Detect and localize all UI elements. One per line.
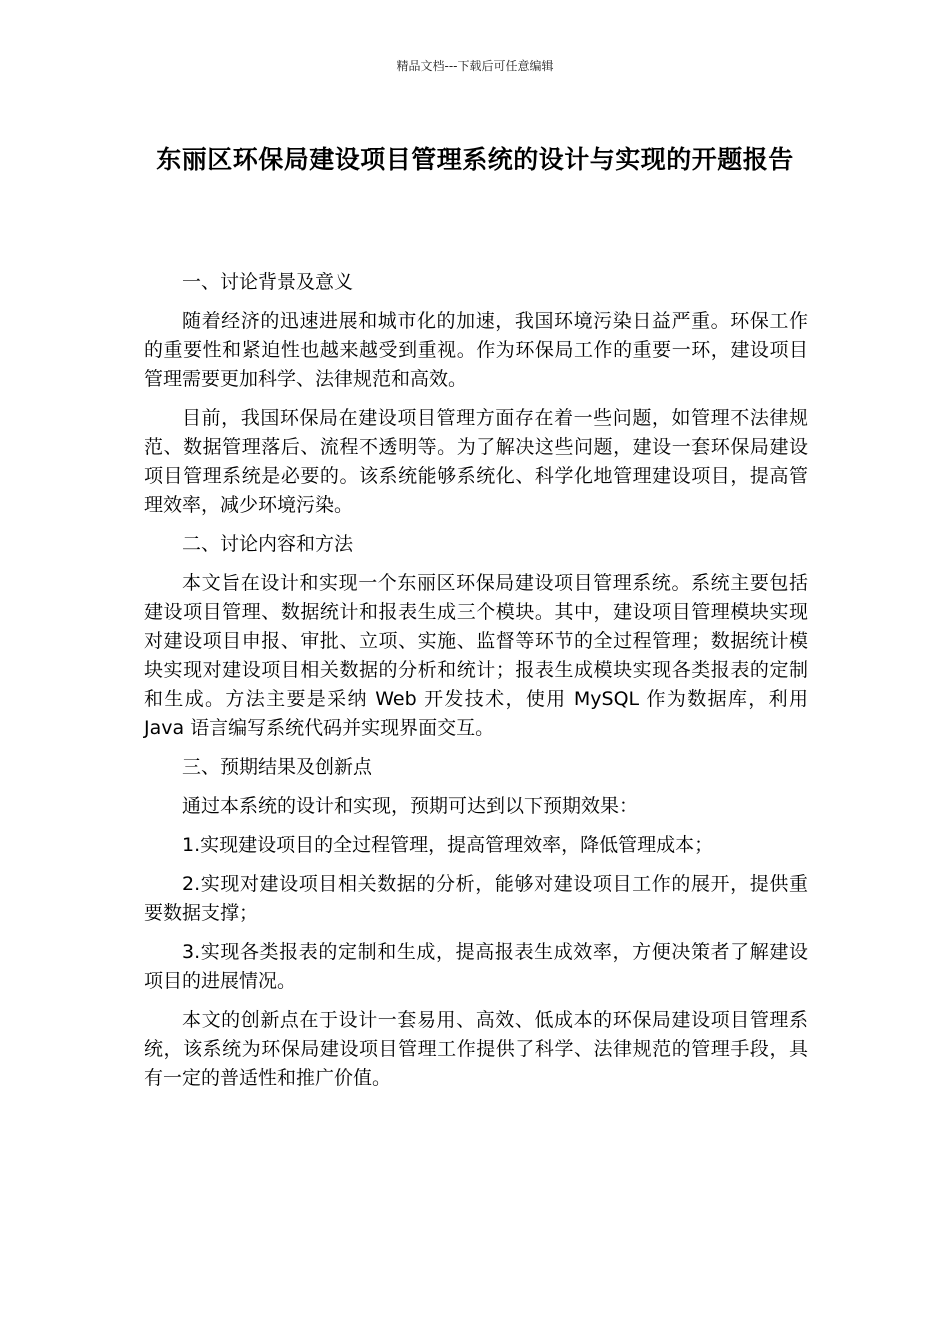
section-heading-background: 一、讨论背景及意义 (182, 271, 354, 293)
list-item-expected-3: 3.实现各类报表的定制和生成，提高报表生成效率，方便决策者了解建设项目的进展情况。 (144, 941, 808, 992)
paragraph-background-2: 目前，我国环保局在建设项目管理方面存在着一些问题，如管理不法律规范、数据管理落后、流程不透明等。为了解决这些问题，建设一套环保局建设项目管理系统是必要的。该系统能够系统化、科学化地管理建设项目，提高管理效率，减少环境污染。 (144, 407, 808, 516)
section-heading-expected-results: 三、预期结果及创新点 (182, 756, 373, 778)
paragraph-innovation: 本文的创新点在于设计一套易用、高效、低成本的环保局建设项目管理系统，该系统为环保局建设项目管理工作提供了科学、法律规范的管理手段，具有一定的普适性和推广价值。 (144, 1009, 808, 1089)
header-note: 精品文档---下载后可任意编辑 (396, 59, 554, 73)
paragraph-expected-intro: 通过本系统的设计和实现，预期可达到以下预期效果： (182, 795, 639, 817)
section-heading-content-methods: 二、讨论内容和方法 (182, 533, 354, 555)
paragraph-content-methods: 本文旨在设计和实现一个东丽区环保局建设项目管理系统。系统主要包括建设项目管理、数据统计和报表生成三个模块。其中，建设项目管理模块实现对建设项目申报、审批、立项、实施、监督等环节的全过程管理；数据统计模块实现对建设项目相关数据的分析和统计；报表生成模块实现各类报表的定制和生成。方法主要是采纳 Web 开发技术，使用 MySQL 作为数据库，利用 Java 语言编写系统代码并实现界面交互。 (144, 572, 808, 739)
document-title: 东丽区环保局建设项目管理系统的设计与实现的开题报告 (156, 145, 794, 174)
paragraph-background-1: 随着经济的迅速进展和城市化的加速，我国环境污染日益严重。环保工作的重要性和紧迫性也越来越受到重视。作为环保局工作的重要一环，建设项目管理需要更加科学、法律规范和高效。 (144, 310, 808, 390)
list-item-expected-2: 2.实现对建设项目相关数据的分析，能够对建设项目工作的展开，提供重要数据支撑； (144, 873, 808, 924)
list-item-expected-1: 1.实现建设项目的全过程管理，提高管理效率，降低管理成本； (182, 834, 714, 856)
document-body (144, 268, 808, 1103)
